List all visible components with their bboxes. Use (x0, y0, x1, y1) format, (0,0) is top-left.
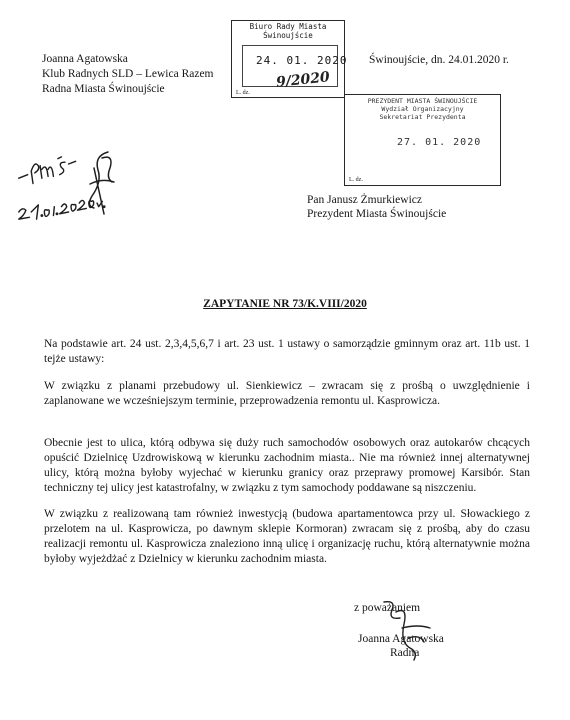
president-stamp-line3: Sekretariat Prezydenta (379, 113, 466, 121)
recipient-title: Prezydent Miasta Świnoujście (307, 208, 447, 220)
signature-scribble (378, 598, 438, 668)
sender-name: Joanna Agatowska (42, 53, 128, 65)
registry-stamp-ldz: L. dz. (236, 90, 250, 96)
registry-stamp (231, 20, 348, 98)
registry-stamp-date: 24. 01. 2020 (256, 54, 348, 67)
recipient-block (307, 193, 446, 221)
closing-regards: z poważaniem (354, 602, 421, 614)
registry-stamp-header (232, 22, 344, 40)
sender-club: Klub Radnych SLD – Lewica Razem (42, 68, 214, 80)
closing-role: Radna (390, 647, 420, 659)
registry-stamp-header-line1: Biuro Rady Miasta (249, 22, 327, 31)
paragraph-investment: W związku z realizowaną tam również inwestycją (budowa apartamentowca przy ul. Słowackiego z przelotem na ul. Kasprowicza, po dawnym sklepie Kormoran) zwracam się z prośbą, aby do czasu realizacji remontu ul. Kasprowicza znaleziono inną ulicę i organizację ruchu, którą alternatywnie można byłoby wyjeżdżać z Dzielnicy w kierunku zachodnim miasta. (44, 508, 530, 565)
president-stamp-date: 27. 01. 2020 (397, 137, 482, 148)
place-date: Świnoujście, dn. 24.01.2020 r. (369, 54, 509, 66)
president-office-stamp (344, 94, 501, 186)
document-title: ZAPYTANIE NR 73/K.VIII/2020 (203, 298, 367, 310)
president-stamp-line2: Wydział Organizacyjny (381, 105, 464, 113)
paragraph-request: W związku z planami przebudowy ul. Sienkiewicz – zwracam się z prośbą o uwzględnienie i zaplanowane we wcześniejszym terminie, przeprowadzenia remontu ul. Kasprowicza. (44, 380, 530, 407)
sender-block (42, 52, 214, 97)
closing-name: Joanna Agatowska (358, 633, 444, 645)
paragraph-situation: Obecnie jest to ulica, którą odbywa się duży ruch samochodów osobowych oraz autokarów chcących opuścić Dzielnicę Uzdrowiskową w kierunku zachodnim miasta.. Nie ma również innej alternatywnej ulicy, którą można byłoby wyjechać w kierunku granicy oraz przeprawy promowej Karsibór. Stan techniczny tej ulicy jest katastrofalny, w związku z tym samochody poddawane są niszczeniu. (44, 437, 530, 494)
president-stamp-header (345, 97, 500, 121)
paragraph-legal-basis: Na podstawie art. 24 ust. 2,3,4,5,6,7 i art. 23 ust. 1 ustawy o samorządzie gminnym oraz art. 11b ust. 1 tejże ustawy: (44, 338, 530, 365)
president-stamp-line1: PREZYDENT MIASTA ŚWINOUJŚCIE (367, 97, 478, 105)
sender-role: Radna Miasta Świnoujście (42, 83, 165, 95)
registry-handwritten-number: 9/2020 (275, 69, 331, 91)
registry-stamp-header-line2: Świnoujście (263, 31, 313, 40)
recipient-name: Pan Janusz Żmurkiewicz (307, 194, 422, 206)
president-stamp-ldz: L. dz. (349, 177, 363, 183)
signature-scribble-left (80, 148, 120, 218)
